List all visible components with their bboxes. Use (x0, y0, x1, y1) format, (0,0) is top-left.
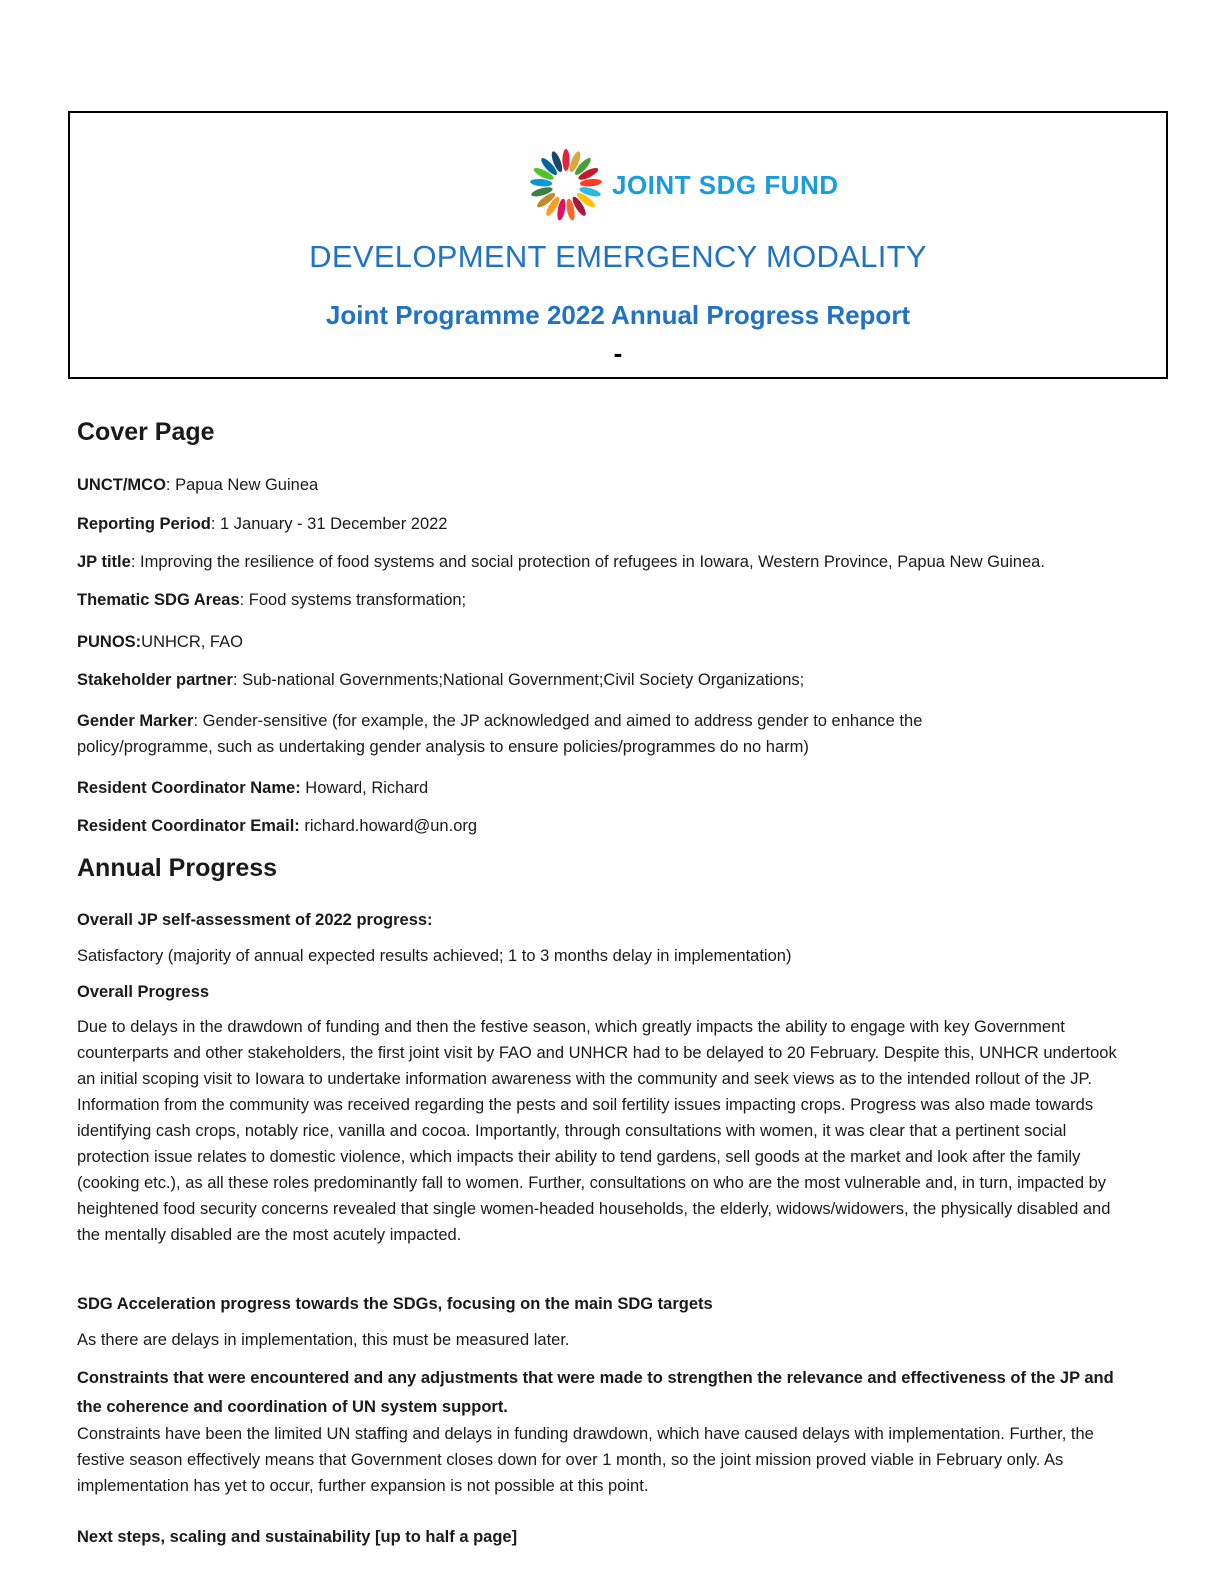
field-label: Gender Marker (77, 712, 194, 730)
field-punos (77, 629, 243, 655)
field-reporting-period: Reporting Period: 1 January - 31 December 2022 (77, 515, 448, 533)
annual-progress-heading: Annual Progress (77, 854, 278, 882)
self-assessment-label: Overall JP self-assessment of 2022 progress: (77, 911, 433, 929)
field-label: Stakeholder partner (77, 671, 233, 689)
document-subtitle: Joint Programme 2022 Annual Progress Report (325, 300, 911, 330)
field-label: UNCT/MCO (77, 476, 166, 494)
field-label: Thematic SDG Areas (77, 591, 240, 609)
sdg-acceleration-text: As there are delays in implementation, this must be measured later. (77, 1331, 570, 1349)
field-value: 1 January - 31 December 2022 (220, 515, 448, 533)
field-gender-marker: Gender Marker: Gender-sensitive (for example, the JP acknowledged and aimed to address gender to enhance the policy/programme, such as undertaking gender analysis to ensure policies/programmes do no harm) (77, 712, 923, 756)
field-stakeholder-partner: Stakeholder partner: Sub-national Governments;National Government;Civil Society Organizations; (77, 671, 805, 689)
field-value: Sub-national Governments;National Government;Civil Society Organizations; (242, 671, 805, 689)
field-rc-email (77, 813, 477, 839)
sdg-wheel-icon (526, 145, 606, 225)
cover-page-heading: Cover Page (77, 418, 215, 446)
sdg-acceleration-label: SDG Acceleration progress towards the SDGs, focusing on the main SDG targets (77, 1295, 713, 1313)
field-unct-mco: UNCT/MCO: Papua New Guinea (77, 476, 319, 494)
field-value: Papua New Guinea (175, 476, 319, 494)
header-dash: - (613, 338, 623, 368)
overall-progress-text: Due to delays in the drawdown of funding and then the festive season, which greatly impacts the ability to engage with key Government counterparts and other stakeholders, the first joint visit by FAO and UNHCR had to be delayed to 20 February. Despite this, UNHCR undertook an initial scoping visit to Iowara to undertake information awareness with the community and seek views as to the intended rollout of the JP. Information from the community was received regarding the pests and soil fertility issues impacting crops. Progress was also made towards identifying cash crops, notably rice, vanilla and cocoa. Importantly, through consultations with women, it was clear that a pertinent social protection issue relates to domestic violence, which impacts their ability to tend gardens, sell goods at the market and look after the family (cooking etc.), as all these roles predominantly fall to women. Further, consultations on who are the most vulnerable and, in turn, impacted by heightened food security concerns revealed that single women-headed households, the elderly, widows/widowers, the physically disabled and the mentally disabled are the most acutely impacted. (77, 1018, 1117, 1244)
field-value: richard.howard@un.org (304, 817, 478, 835)
report-header-box (68, 111, 1168, 379)
field-label: Resident Coordinator Email: (77, 817, 300, 835)
field-rc-name (77, 775, 428, 801)
overall-progress-label: Overall Progress (77, 983, 210, 1001)
field-value: Improving the resilience of food systems and social protection of refugees in Iowara, Western Province, Papua New Guinea. (139, 553, 1045, 571)
field-value: Gender-sensitive (for example, the JP acknowledged and aimed to address gender to enhance the policy/programme, such as undertaking gender analysis to ensure policies/programmes do no harm) (77, 712, 923, 756)
field-label: PUNOS: (77, 633, 142, 651)
field-value: Howard, Richard (305, 779, 429, 797)
field-label: Resident Coordinator Name: (77, 779, 301, 797)
field-value: UNHCR, FAO (141, 633, 243, 651)
field-jp-title: JP title: Improving the resilience of food systems and social protection of refugees in Iowara, Western Province, Papua New Guinea. (77, 553, 1045, 571)
logo-text: JOINT SDG FUND (612, 169, 839, 200)
field-label: Reporting Period (77, 515, 211, 533)
field-label: JP title (77, 553, 131, 571)
constraints-text: Constraints have been the limited UN staffing and delays in funding drawdown, which have caused delays with implementation. Further, the festive season effectively means that Government closes down for over 1 month, so the joint mission proved viable in February only. As implementation has yet to occur, further expansion is not possible at this point. (77, 1425, 1094, 1495)
field-thematic-sdg-areas: Thematic SDG Areas: Food systems transformation; (77, 591, 467, 609)
field-value: Food systems transformation; (248, 591, 467, 609)
next-steps-label: Next steps, scaling and sustainability [up to half a page] (77, 1528, 518, 1546)
joint-sdg-fund-logo (526, 145, 839, 225)
self-assessment-value: Satisfactory (majority of annual expected results achieved; 1 to 3 months delay in implementation) (77, 947, 792, 965)
document-title: DEVELOPMENT EMERGENCY MODALITY (309, 239, 927, 274)
constraints-label: Constraints that were encountered and any adjustments that were made to strengthen the relevance and effectiveness of the JP and the coherence and coordination of UN system support. (77, 1369, 1114, 1416)
